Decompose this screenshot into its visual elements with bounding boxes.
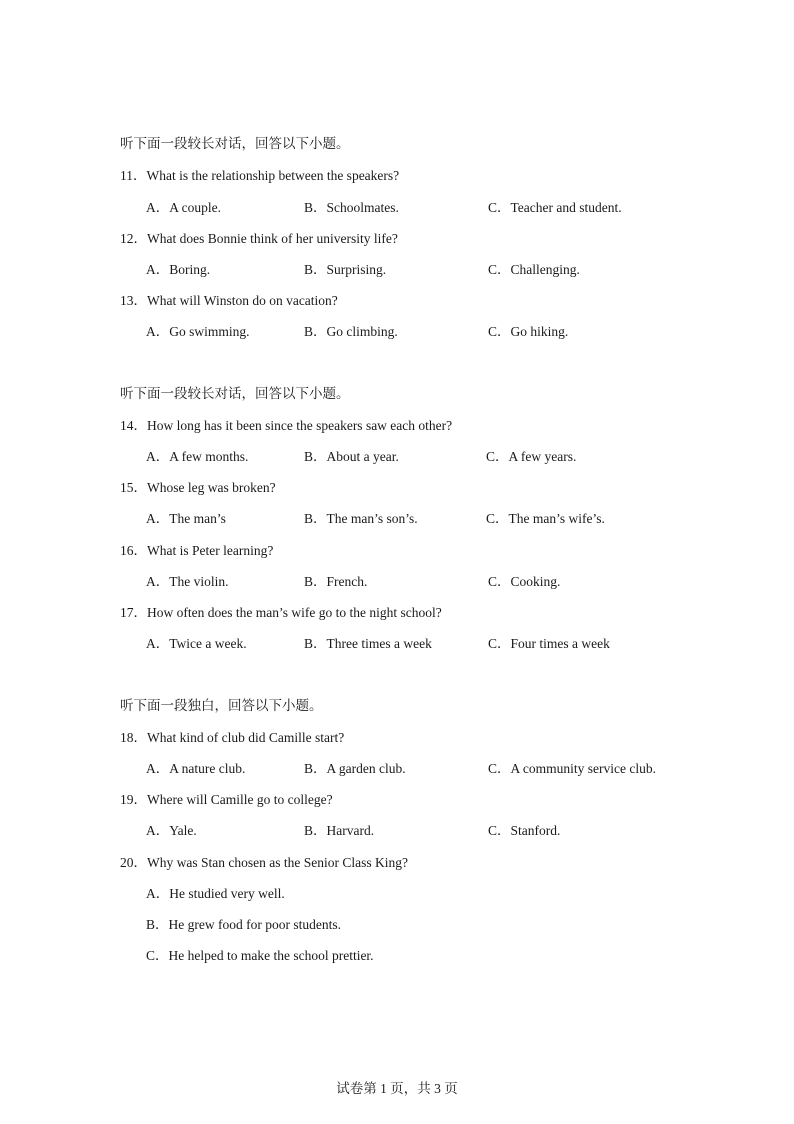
question-20-stem: 20．Why was Stan chosen as the Senior Class King? [120,855,408,870]
question-20-option-b: B．He grew food for poor students. [146,917,341,932]
question-12-stem: 12．What does Bonnie think of her university life? [120,231,398,246]
question-13-stem: 13．What will Winston do on vacation? [120,293,338,308]
question-16-option-a: A．The violin. [146,574,229,589]
question-14-option-b: B．About a year. [304,449,399,464]
question-15-option-b: B．The man’s son’s. [304,511,418,526]
question-20-option-a: A．He studied very well. [146,886,285,901]
question-19-option-a: A．Yale. [146,823,197,838]
question-20-option-c: C．He helped to make the school prettier. [146,948,374,963]
question-12-option-c: C．Challenging. [488,262,580,277]
page-footer: 试卷第 1 页，共 3 页 [336,1081,458,1096]
question-11-option-b: B．Schoolmates. [304,200,399,215]
question-18-stem: 18．What kind of club did Camille start? [120,730,345,745]
question-18-option-b: B．A garden club. [304,761,406,776]
question-19-option-b: B．Harvard. [304,823,375,838]
question-11-option-a: A．A couple. [146,200,221,215]
question-17-option-a: A．Twice a week. [146,636,247,651]
question-15-stem: 15．Whose leg was broken? [120,480,276,495]
question-15-option-c: C．The man’s wife’s. [486,511,605,526]
section-2-instruction: 听下面一段较长对话，回答以下小题。 [120,386,350,401]
question-16-option-c: C．Cooking. [488,574,561,589]
question-18-option-c: C．A community service club. [488,761,656,776]
question-12-option-b: B．Surprising. [304,262,387,277]
question-19-option-c: C．Stanford. [488,823,561,838]
question-17-stem: 17．How often does the man’s wife go to the night school? [120,605,442,620]
question-11-stem: 11．What is the relationship between the speakers? [120,168,400,183]
question-13-option-c: C．Go hiking. [488,324,569,339]
question-15-option-a: A．The man’s [146,511,226,526]
question-17-option-c: C．Four times a week [488,636,610,651]
question-14-option-c: C．A few years. [486,449,577,464]
section-1-instruction: 听下面一段较长对话，回答以下小题。 [120,136,350,151]
question-11-option-c: C．Teacher and student. [488,200,622,215]
question-16-option-b: B．French. [304,574,368,589]
question-13-option-b: B．Go climbing. [304,324,398,339]
question-18-option-a: A．A nature club. [146,761,246,776]
question-19-stem: 19．Where will Camille go to college? [120,792,333,807]
question-12-option-a: A．Boring. [146,262,211,277]
question-16-stem: 16．What is Peter learning? [120,543,274,558]
section-3-instruction: 听下面一段独白，回答以下小题。 [120,698,323,713]
question-14-option-a: A．A few months. [146,449,249,464]
question-17-option-b: B．Three times a week [304,636,432,651]
question-13-option-a: A．Go swimming. [146,324,250,339]
question-14-stem: 14．How long has it been since the speakers saw each other? [120,418,453,433]
